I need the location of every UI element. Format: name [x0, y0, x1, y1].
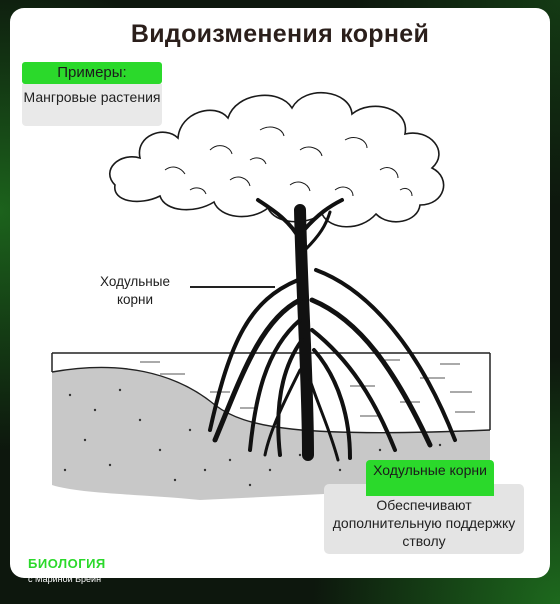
examples-text: Мангровые растения	[22, 84, 162, 126]
examples-badge: Примеры:	[22, 62, 162, 84]
roots-description: Обеспечивают дополнительную поддержку стволу	[324, 484, 524, 554]
callout-line	[190, 286, 275, 288]
brand-name: БИОЛОГИЯ	[28, 556, 106, 571]
brand-author: с Мариной Брейн	[28, 574, 102, 584]
roots-badge: Ходульные корни	[366, 460, 494, 496]
stilt-roots-callout-label: Ходульные корни	[100, 274, 170, 307]
page-title: Видоизменения корней	[130, 20, 430, 48]
